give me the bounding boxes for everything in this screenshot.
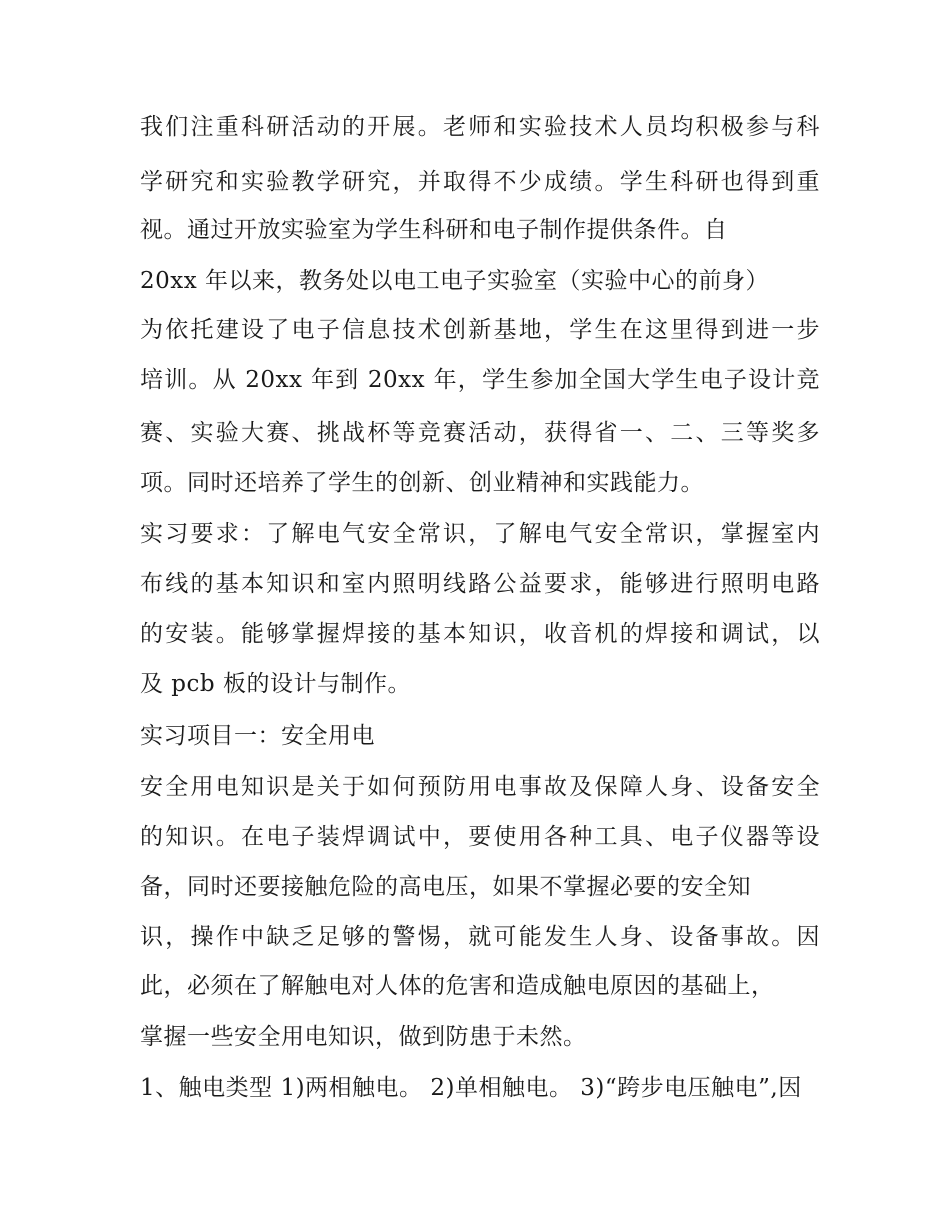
paragraph-line: 及 pcb 板的设计与制作。 (140, 671, 411, 697)
section-heading: 实习项目一：安全用电 (140, 723, 375, 749)
paragraph-line: 视。通过开放实验室为学生科研和电子制作提供条件。自 (140, 217, 728, 243)
paragraph-line: 实习要求：了解电气安全常识，了解电气安全常识，掌握室内 (140, 521, 820, 547)
paragraph-line: 掌握一些安全用电知识，做到防患于未然。 (140, 1024, 587, 1050)
paragraph-line: 备，同时还要接触危险的高电压，如果不掌握必要的安全知 (140, 874, 751, 900)
list-item-line: 1、触电类型 1)两相触电。 2)单相触电。 3)“跨步电压触电”,因 (140, 1075, 802, 1101)
paragraph-line: 识，操作中缺乏足够的警惕，就可能发生人身、设备事故。因 (140, 924, 820, 950)
paragraph-line: 学研究和实验教学研究，并取得不少成绩。学生科研也得到重 (140, 169, 820, 195)
paragraph-line: 此，必须在了解触电对人体的危害和造成触电原因的基础上， (140, 973, 775, 999)
paragraph-line: 安全用电知识是关于如何预防用电事故及保障人身、设备安全 (140, 774, 820, 800)
paragraph-line: 项。同时还培养了学生的创新、创业精神和实践能力。 (140, 470, 704, 496)
paragraph-line: 培训。从 20xx 年到 20xx 年，学生参加全国大学生电子设计竞 (140, 367, 820, 393)
paragraph-line: 赛、实验大赛、挑战杯等竞赛活动，获得省一、二、三等奖多 (140, 420, 820, 446)
paragraph-line: 的知识。在电子装焊调试中，要使用各种工具、电子仪器等设 (140, 824, 820, 850)
paragraph-line: 20xx 年以来，教务处以电工电子实验室（实验中心的前身） (140, 268, 770, 294)
paragraph-line: 布线的基本知识和室内照明线路公益要求，能够进行照明电路 (140, 571, 820, 597)
paragraph-line: 为依托建设了电子信息技术创新基地，学生在这里得到进一步 (140, 317, 820, 343)
paragraph-line: 我们注重科研活动的开展。老师和实验技术人员均积极参与科 (140, 114, 820, 140)
paragraph-line: 的安装。能够掌握焊接的基本知识，收音机的焊接和调试，以 (140, 621, 820, 647)
